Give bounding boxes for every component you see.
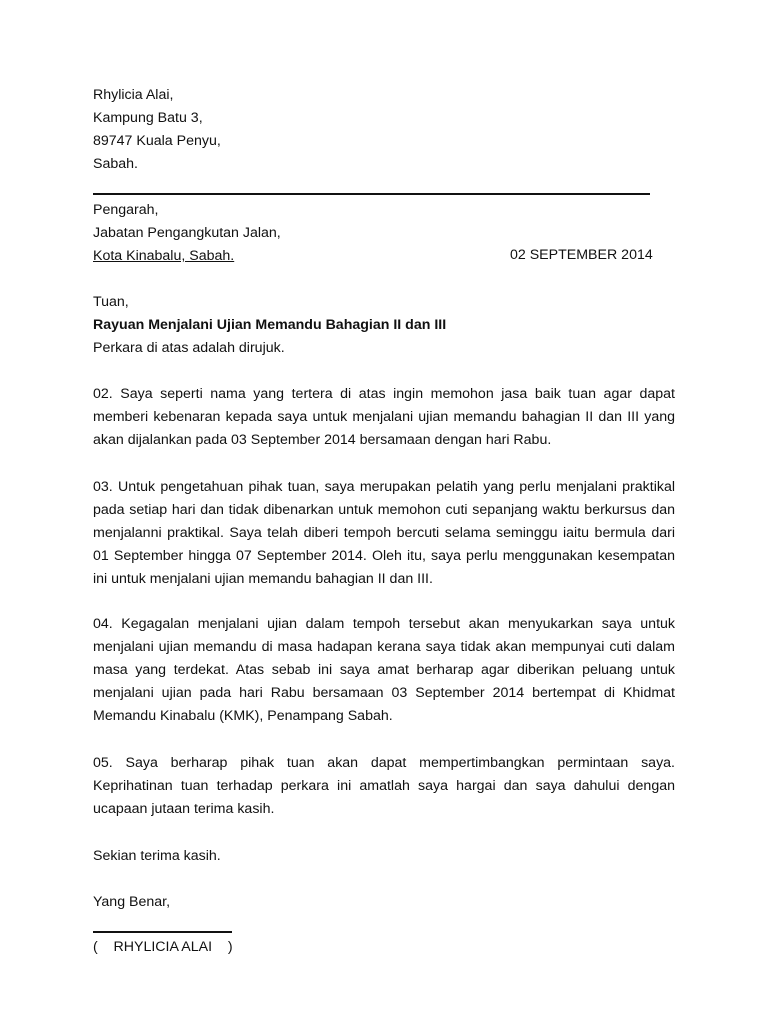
paragraph-line: Keprihatinan tuan terhadap perkara ini amatlah saya hargai dan saya dahului dengan bbox=[93, 778, 675, 794]
reference-line: Perkara di atas adalah dirujuk. bbox=[93, 340, 285, 356]
signature-line bbox=[93, 931, 232, 933]
sender-name: Rhylicia Alai, bbox=[93, 87, 174, 103]
paragraph-04 bbox=[93, 613, 675, 728]
sender-address bbox=[93, 84, 675, 176]
paragraph-line: menjalani ujian memandu di masa hadapan kerana saya tidak akan mempunyai cuti dalam bbox=[93, 639, 675, 655]
paragraph-line: memberi kebenaran kepada saya untuk menjalani ujian memandu bahagian II dan III yang bbox=[93, 409, 675, 425]
letter-date: 02 SEPTEMBER 2014 bbox=[510, 247, 653, 263]
sender-state: Sabah. bbox=[93, 156, 138, 172]
paragraph-line: ucapaan jutaan terima kasih. bbox=[93, 801, 275, 817]
opening bbox=[93, 291, 675, 360]
paragraph-line: menjalani ujian pada hari Rabu bersamaan 03 September 2014 bertempat di Khidmat bbox=[93, 685, 675, 701]
recipient-city: Kota Kinabalu, Sabah. bbox=[93, 248, 235, 264]
paragraph-line: Memandu Kinabalu (KMK), Penampang Sabah. bbox=[93, 708, 393, 724]
sender-street: Kampung Batu 3, bbox=[93, 110, 203, 126]
paragraph-line: menjalanni praktikal. Saya telah diberi tempoh bercuti selama seminggu iaitu bermula dari bbox=[93, 525, 675, 541]
sender-postcode-city: 89747 Kuala Penyu, bbox=[93, 133, 221, 149]
paragraph-line: 04. Kegagalan menjalani ujian dalam tempoh tersebut akan menyukarkan saya untuk bbox=[93, 616, 675, 632]
paragraph-02 bbox=[93, 383, 675, 452]
recipient-title: Pengarah, bbox=[93, 202, 159, 218]
paragraph-line: 02. Saya seperti nama yang tertera di atas ingin memohon jasa baik tuan agar dapat bbox=[93, 386, 675, 402]
recipient-department: Jabatan Pengangkutan Jalan, bbox=[93, 225, 281, 241]
paragraph-line: 01 September hingga 07 September 2014. Oleh itu, saya perlu menggunakan kesempatan bbox=[93, 548, 675, 564]
paragraph-03 bbox=[93, 476, 675, 591]
closing-line: Sekian terima kasih. bbox=[93, 848, 221, 864]
paragraph-line: 03. Untuk pengetahuan pihak tuan, saya merupakan pelatih yang perlu menjalani praktikal bbox=[93, 479, 675, 495]
signoff-line: Yang Benar, bbox=[93, 894, 171, 910]
header-divider bbox=[93, 193, 650, 195]
paragraph-line: masa yang terdekat. Atas sebab ini saya amat berharap agar diberikan peluang untuk bbox=[93, 662, 675, 678]
paragraph-05 bbox=[93, 752, 675, 821]
subject-heading: Rayuan Menjalani Ujian Memandu Bahagian II dan III bbox=[93, 317, 447, 333]
paragraph-line: ini untuk menjalani ujian memandu bahagian II dan III. bbox=[93, 571, 433, 587]
signature-name: ( RHYLICIA ALAI ) bbox=[93, 939, 233, 955]
salutation: Tuan, bbox=[93, 294, 129, 310]
signoff-block bbox=[93, 891, 675, 914]
paragraph-line: akan dijalankan pada 03 September 2014 bersamaan dengan hari Rabu. bbox=[93, 432, 552, 448]
closing-block bbox=[93, 845, 675, 868]
paragraph-line: pada setiap hari dan tidak dibenarkan untuk memohon cuti sepanjang waktu berkursus dan bbox=[93, 502, 675, 518]
paragraph-line: 05. Saya berharap pihak tuan akan dapat mempertimbangkan permintaan saya. bbox=[93, 755, 675, 771]
